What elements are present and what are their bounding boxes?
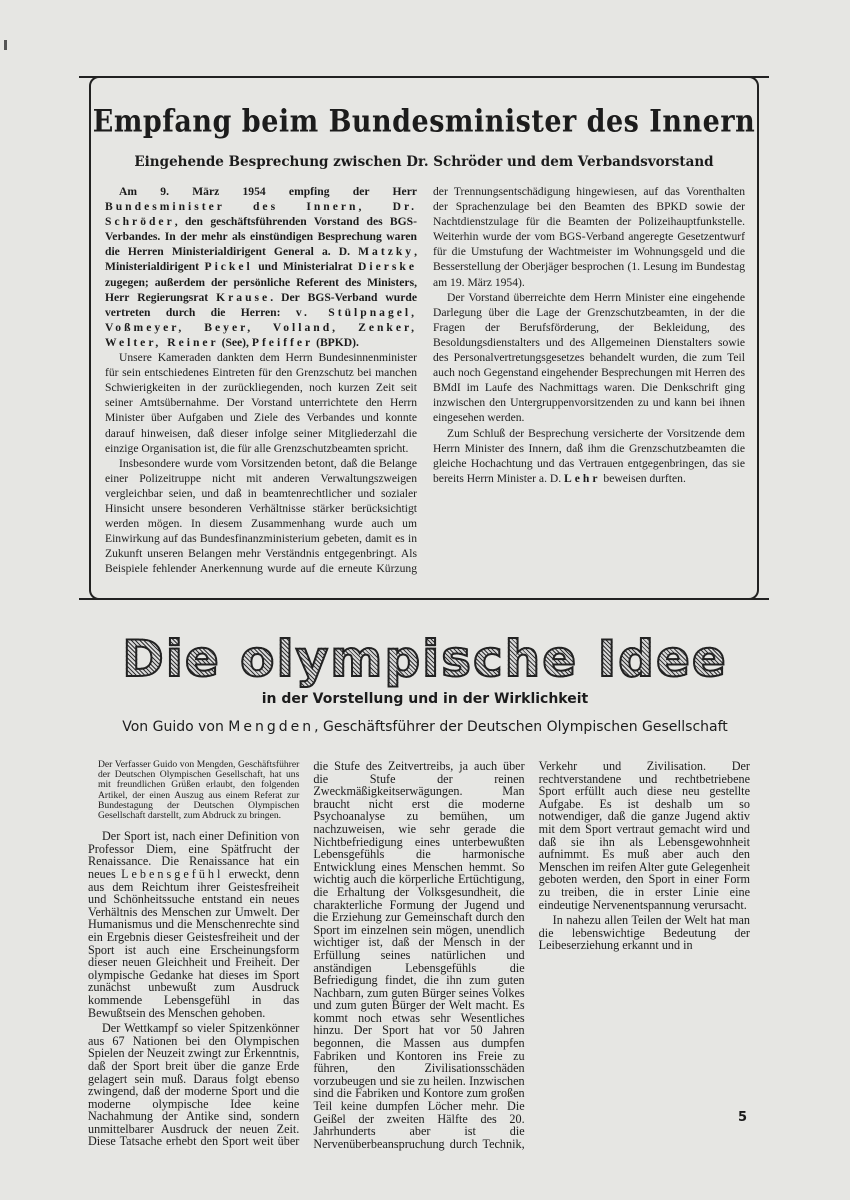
spaced-name: Lehr <box>564 471 601 485</box>
text-run: . Der BGS-Verband wurde vertreten durch die Herren: <box>105 290 417 319</box>
text-run: , den geschäftsführenden Vorstand des BGS-Verbandes. In der mehr als einstündigen Besprechung waren die Herren Ministerialdirigent General a. D. <box>105 215 417 259</box>
paragraph <box>105 350 417 456</box>
text-run: und Ministerialrat <box>252 260 358 274</box>
paragraph <box>539 914 750 952</box>
article-box-empfang <box>89 76 759 600</box>
paragraph <box>88 830 299 1019</box>
spaced-name: Matzky <box>358 245 415 259</box>
punch-mark <box>4 40 7 50</box>
spaced-name: Pickel <box>204 260 253 274</box>
text-run: erweckt, denn aus dem Reichtum ihrer Geistesfreiheit und Schönheitssuche entstand ein neues Verhältnis des Menschen zur Umwelt. Der Humanismus und die Menschenrechte sind ein Ergebnis dieser Geistesfreiheit und der Sport ist auch eine Erscheinungsform dieser neuen Gleichheit und Freiheit. Der olympische Gedanke hat dieses im Sport zunächst unbewußt zum Ausdruck kommende Lebensgefühl in das Bewußtsein des Menschen gehoben. <box>88 867 300 1020</box>
text-run: beweisen durften. <box>600 471 686 485</box>
spaced-name: Bundesminister des Innern, Dr. Schröder <box>105 200 417 229</box>
text-run: Von Guido von <box>122 719 229 735</box>
article-subtitle: Eingehende Besprechung zwischen Dr. Schröder und dem Verbandsvorstand <box>134 154 714 170</box>
text-run: Unsere Kameraden dankten dem Herrn Bundesinnenminister für sein entschiedenes Eintreten für den Grenzschutz bei manchen Schwierigkeiten in der zurückliegenden, noch kurzen Zeit seit seiner Amtsübernahme. Der Vorstand unterrichtete den Herrn Minister über Aufgaben und Ziele des Verbandes und konnte darauf hinweisen, daß dieser infolge seiner Mitgliederzahl die einzige Organisation ist, die für alle Grenzschutzbeamten spricht. <box>105 351 417 455</box>
paragraph <box>105 184 417 350</box>
text-run: zugegen; außerdem der persönliche Referent des Ministers, Herr Regierungsrat <box>105 275 417 304</box>
article-body <box>105 184 745 578</box>
text-run: In nahezu allen Teilen der Welt hat man die lebenswichtige Bedeutung der Leibeserziehung erkannt und in <box>538 913 750 953</box>
spaced-name: Krause <box>216 290 271 304</box>
spaced-name: Mengden <box>228 719 315 735</box>
article-title-olympic: Die olympische Idee <box>0 630 850 688</box>
text-run: (See), <box>218 335 252 349</box>
article-title: Empfang beim Bundesminister des Innern <box>92 103 756 140</box>
paragraph <box>433 290 745 426</box>
text-run: , Geschäftsführer der Deutschen Olympischen Gesellschaft <box>314 719 728 735</box>
editor-note: Der Verfasser Guido von Mengden, Geschäftsführer der Deutschen Olympischen Gesellschaft, hat uns mit freundlichen Grüßen erlaubt, den folgenden Artikel, der einen Auszug aus einem Referat zur Bundestagung der Deutschen Olympischen Gesellschaft darstellt, zum Abdruck zu bringen. <box>98 759 300 822</box>
spaced-name: Lebensgefühl <box>121 867 224 881</box>
text-run: Der Sport ist, nach einer Definition von Professor Diem, eine Spätfrucht der Renaissance. Die Renaissance hat ein neues <box>88 829 300 881</box>
spaced-name: Pfeiffer <box>251 335 314 349</box>
text-run: Der Wettkampf so vieler Spitzenkönner aus 67 Nationen bei den Olympischen Spielen der Neuzeit zwingt zur Erkenntnis, daß der Sport breit über die ganze Erde gelagert sein muß. Daraus folgt ebenso zwingend, daß der moderne Sport und die moderne olympische Idee keine Nachahmung der Antike sind, sondern unmittelbarer Ausdruck der neuen Zeit. Diese Tatsache erhebt den Sport weit über die Stufe des Zeitvertreibs, ja auch über die Stufe der reinen Zweckmäßigkeitserwägungen. Man braucht nicht erst die moderne Psychoanalyse zu bemühen, um nachzuweisen, wie sehr gerade die Nichtbefriedigung eines unterbewußten Lebensgefühls die harmonische Entwicklung eines Menschen hemmt. So wichtig auch die körperliche Ertüchtigung, die Erhaltung der Volksgesundheit, die charakterliche Formung der Jugend und die Erziehung zur Gemeinschaft durch den Sport im einzelnen sein mögen, unendlich wichtiger ist, daß der Mensch in der Erfüllung seines natürlichen und anständigen Lebensgefühls die Befriedigung findet, die ihn zum guten Nachbarn, zum guten Bürger seines Volkes und zum guten Bürger der Welt macht. Es kommt noch etwas sehr Wesentliches hinzu. Der Sport hat vor 50 Jahren begonnen, die Massen aus dumpfen Fabriken und Kontoren ins Freie zu führen, den Zivilisationsschäden vorzubeugen und sie zu heilen. Inzwischen sind die Fabriken und Kontore zum großen Teil keine dumpfen Löcher mehr. Die Geißel der zweiten Hälfte des 20. Jahrhunderts aber ist die Nervenüberbeanspruchung durch Technik, Verkehr und Zivilisation. Der rechtverstandene und rechtbetriebene Sport erfüllt auch diese neu gestellte Aufgabe. Es ist deshalb um so notwendiger, daß die ganze Jugend aktiv mit dem Sport vertraut gemacht wird und daß sie ihn als Lebensgewohnheit aufnimmt. Es muß aber auch den Menschen im reifen Alter gute Gelegenheit geboten werden, den Sport in einer Form zu treiben, die in erster Linie eine eindeutige Nervenentspannung verursacht. <box>88 759 750 1151</box>
text-run: Am 9. März 1954 empfing der Herr <box>119 185 417 198</box>
text-run: Zum Schluß der Besprechung versicherte der Vorsitzende dem Herrn Minister des Innern, daß ihm die Grenzschutzbeamten die gleiche Hochachtung und das Vertrauen entgegenbringen, das sie bereits Herrn Minister a. D. <box>433 426 745 485</box>
paragraph <box>433 426 745 486</box>
text-run: Insbesondere wurde vom Vorsitzenden betont, daß die Belange einer Polizeitruppe nicht mit anderen Verwaltungszweigen vergleichbar seien, und daß in beamtenrechtlicher und sozialer Hinsicht unsere besonderen Verhältnisse stärker berücksichtigt werden mögen. In diesem Zusammenhang wurde auch um Einwirkung auf das Bundesfinanzministerium gebeten, damit es in Zukunft unseren Belangen mehr Verständnis entgegenbringt. Als Beispiele fehlender Anerkennung wurde auf die erneute Kürzung der Trennungsentschädigung hingewiesen, auf das Vorenthalten der Sprachenzulage bei den Beamten des BPKD sowie der Nachtdienstzulage für die Beamten der Polizeihauptfunkstelle. Weiterhin wurde der vom BGS-Verband angeregte Gesetzentwurf für die Umstufung der Wachtmeister im Wohnungsgeld und die Besserstellung der Oberjäger besprochen (1. Lesung im Bundestag am 19. März 1954). <box>105 185 745 576</box>
page-number: 5 <box>738 1110 748 1125</box>
article-subtitle-olympic: in der Vorstellung und in der Wirklichkeit <box>261 691 589 707</box>
spaced-name: v. Stülpnagel, Voßmeyer, Beyer, Volland, Zenker, Welter, Reiner <box>105 305 418 349</box>
text-run: (BPKD). <box>313 335 359 349</box>
byline <box>0 719 850 735</box>
article-body-olympic <box>88 760 750 1152</box>
text-run: , Ministerialdirigent <box>105 245 417 274</box>
spaced-name: Dierske <box>357 260 417 274</box>
text-run: Der Vorstand überreichte dem Herrn Minister eine eingehende Darlegung über die Lage der Grenzschutzbeamten, in der die Fragen der Berufsförderung, der Bekleidung, des Besoldungsdienstalters und des Allgemeinen Dienstalters sowie des Personalvertretungsgesetzes behandelt wurden, die zum Teil auch noch Gegenstand eingehender Besprechungen mit Herren des BMdI im Laufe des Nachmittags waren. Die Denkschrift ging inzwischen den Untergruppenvorsitzenden zu und kann bei ihnen eingesehen werden. <box>433 290 745 425</box>
